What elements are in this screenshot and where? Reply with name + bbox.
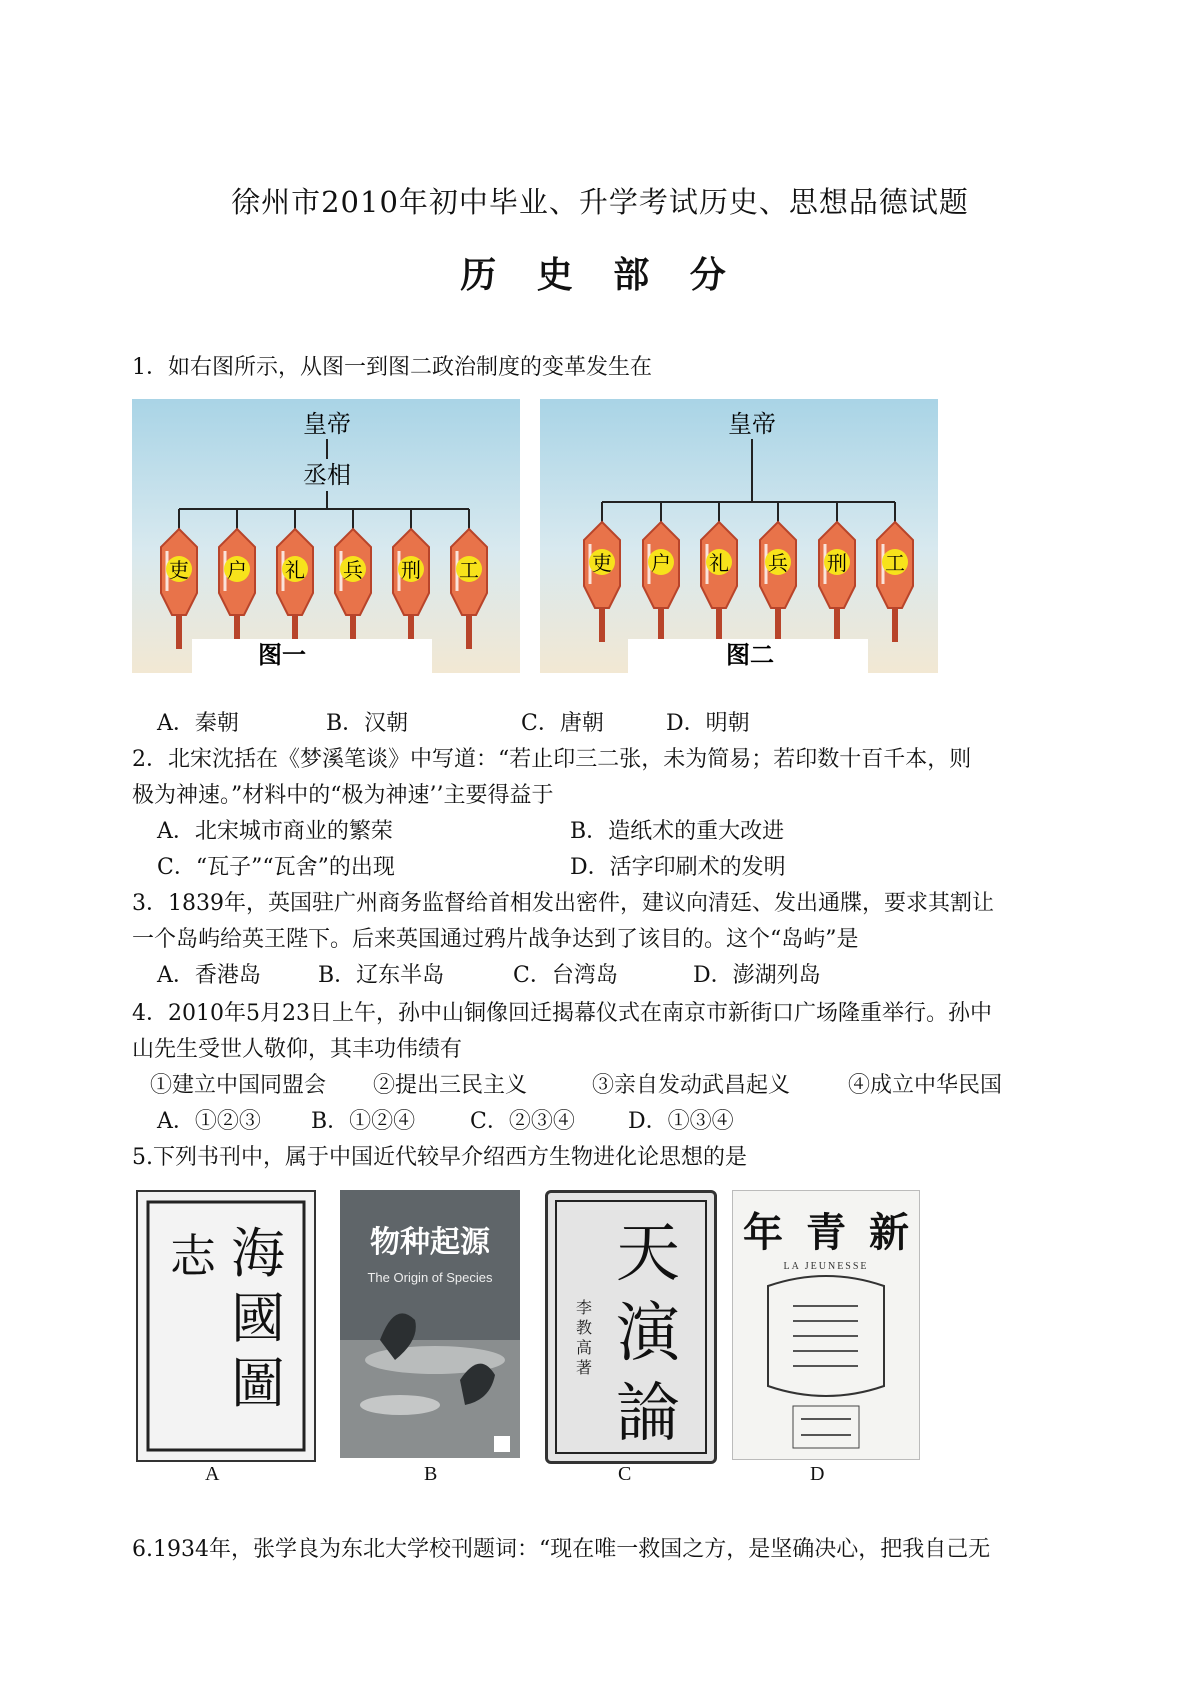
q4-item-1: ①建立中国同盟会: [150, 1073, 327, 1098]
book-c-title-chars: [616, 1217, 685, 1451]
book-b-cover[interactable]: [340, 1190, 520, 1458]
book-d-char-1: 年: [743, 1209, 783, 1256]
book-a-char-2: 國: [231, 1287, 285, 1350]
department-label: 吏: [169, 558, 189, 582]
book-c-char-3: 論: [616, 1377, 680, 1451]
q3-option-a[interactable]: A．香港岛: [157, 963, 261, 988]
department-label: 工: [459, 558, 479, 582]
section-title: 历 史 部 分: [460, 255, 740, 296]
book-a-char-3: 圖: [231, 1352, 285, 1415]
book-c-author-2: 教: [575, 1318, 593, 1337]
question-4-line-1: 4．2010年5月23日上午，孙中山铜像回迁揭幕仪式在南京市新街口广场隆重举行。孙中: [132, 1001, 992, 1026]
q2-option-d[interactable]: D．活字印刷术的发明: [570, 855, 786, 880]
department-label: 礼: [285, 558, 305, 582]
fig1-chancellor: 丞相: [303, 461, 351, 489]
figure-2-svg: [540, 399, 938, 673]
lantern-1-1: [219, 509, 255, 649]
book-d-cover[interactable]: [732, 1190, 920, 1460]
book-a-svg: [138, 1192, 314, 1460]
question-1-stem: 1．如右图所示，从图一到图二政治制度的变革发生在: [132, 355, 652, 380]
book-a-char-1: 海: [231, 1222, 285, 1285]
department-label: 户: [651, 551, 671, 575]
lantern-2-2: [701, 502, 737, 642]
fig2-caption: 图二: [726, 641, 774, 669]
q3-option-d[interactable]: D．澎湖列岛: [693, 963, 821, 988]
q4-item-4: ④成立中华民国: [848, 1073, 1003, 1098]
question-3-line-1: 3．1839年，英国驻广州商务监督给首相发出密件，建议向清廷、发出通牒，要求其割让: [132, 891, 994, 916]
q4-item-2: ②提出三民主义: [373, 1073, 528, 1098]
lantern-1-0: [161, 509, 197, 649]
q3-option-c[interactable]: C．台湾岛: [513, 963, 618, 988]
fig2-departments: [584, 502, 913, 642]
question-2-line-2: 极为神速。”材料中的“极为神速’’主要得益于: [132, 783, 554, 808]
q2-option-b[interactable]: B．造纸术的重大改进: [570, 819, 785, 844]
q2-option-c[interactable]: C．“瓦子”“瓦舍”的出现: [157, 855, 395, 880]
book-c-svg: [548, 1193, 714, 1461]
department-label: 工: [885, 551, 905, 575]
q1-option-a[interactable]: A．秦朝: [157, 711, 239, 736]
book-b-svg: [340, 1190, 520, 1458]
book-d-svg: [733, 1191, 919, 1459]
department-label: 礼: [709, 551, 729, 575]
lantern-2-3: [760, 502, 796, 642]
book-c-char-2: 演: [616, 1297, 680, 1371]
book-d-subtitle: LA JEUNESSE: [783, 1261, 869, 1272]
book-a-cover[interactable]: [136, 1190, 316, 1462]
department-label: 吏: [592, 551, 612, 575]
q3-option-b[interactable]: B．辽东半岛: [318, 963, 445, 988]
lantern-1-4: [393, 509, 429, 649]
question-6-line-1: 6.1934年，张学良为东北大学校刊题词：“现在唯一救国之方，是坚确决心，把我自己无: [132, 1537, 991, 1562]
book-a-seal-text: [170, 1222, 285, 1415]
figure-2-diagram: [540, 399, 938, 673]
q1-option-b[interactable]: B．汉朝: [326, 711, 409, 736]
book-b-title: 物种起源: [370, 1225, 490, 1260]
lantern-1-2: [277, 509, 313, 649]
department-label: 刑: [401, 558, 421, 582]
book-d-char-2: 青: [806, 1209, 846, 1256]
book-c-author-3: 高: [575, 1338, 593, 1357]
lantern-2-4: [819, 502, 855, 642]
book-c-cover[interactable]: [545, 1190, 717, 1464]
fig1-emperor: 皇帝: [303, 410, 351, 438]
lantern-1-5: [451, 509, 487, 649]
book-b-subtitle: The Origin of Species: [367, 1270, 493, 1285]
question-4-line-2: 山先生受世人敬仰，其丰功伟绩有: [132, 1037, 463, 1062]
fig1-caption: 图一: [258, 641, 306, 669]
q4-item-3: ③亲自发动武昌起义: [592, 1073, 791, 1098]
book-c-author-4: 著: [575, 1358, 593, 1377]
book-c-label: C: [618, 1463, 632, 1485]
department-label: 兵: [343, 558, 363, 582]
q1-option-c[interactable]: C．唐朝: [521, 711, 604, 736]
q4-option-b[interactable]: B．①②④: [311, 1109, 416, 1134]
figure-1-svg: [132, 399, 520, 673]
q4-option-c[interactable]: C．②③④: [470, 1109, 575, 1134]
q4-option-a[interactable]: A．①②③: [157, 1109, 261, 1134]
q4-option-d[interactable]: D．①③④: [628, 1109, 734, 1134]
lantern-2-5: [877, 502, 913, 642]
department-label: 兵: [768, 551, 788, 575]
question-5-stem: 5.下列书刊中，属于中国近代较早介绍西方生物进化论思想的是: [132, 1145, 747, 1170]
book-d-char-3: 新: [869, 1209, 909, 1256]
book-d-label: D: [810, 1463, 825, 1485]
q1-option-d[interactable]: D．明朝: [666, 711, 750, 736]
department-label: 刑: [827, 551, 847, 575]
book-a-label: A: [205, 1463, 220, 1485]
fig1-departments: [161, 509, 487, 649]
department-label: 户: [227, 558, 247, 582]
book-c-char-1: 天: [616, 1217, 680, 1291]
book-c-author: [576, 1298, 592, 1377]
question-3-line-2: 一个岛屿给英王陛下。后来英国通过鸦片战争达到了该目的。这个“岛屿”是: [132, 927, 859, 952]
lantern-1-3: [335, 509, 371, 649]
lantern-2-1: [643, 502, 679, 642]
figure-1-diagram: [132, 399, 520, 673]
lantern-2-0: [584, 502, 620, 642]
q2-option-a[interactable]: A．北宋城市商业的繁荣: [157, 819, 393, 844]
fig2-emperor: 皇帝: [728, 410, 776, 438]
book-a-char-4: 志: [170, 1229, 216, 1283]
book-d-title: [743, 1209, 909, 1256]
question-2-line-1: 2．北宋沈括在《梦溪笔谈》中写道：“若止印三二张，未为简易；若印数十百千本，则: [132, 747, 972, 772]
exam-title: 徐州市2010年初中毕业、升学考试历史、思想品德试题: [231, 185, 969, 219]
book-b-label: B: [424, 1463, 438, 1485]
book-c-author-1: 李: [575, 1298, 593, 1317]
